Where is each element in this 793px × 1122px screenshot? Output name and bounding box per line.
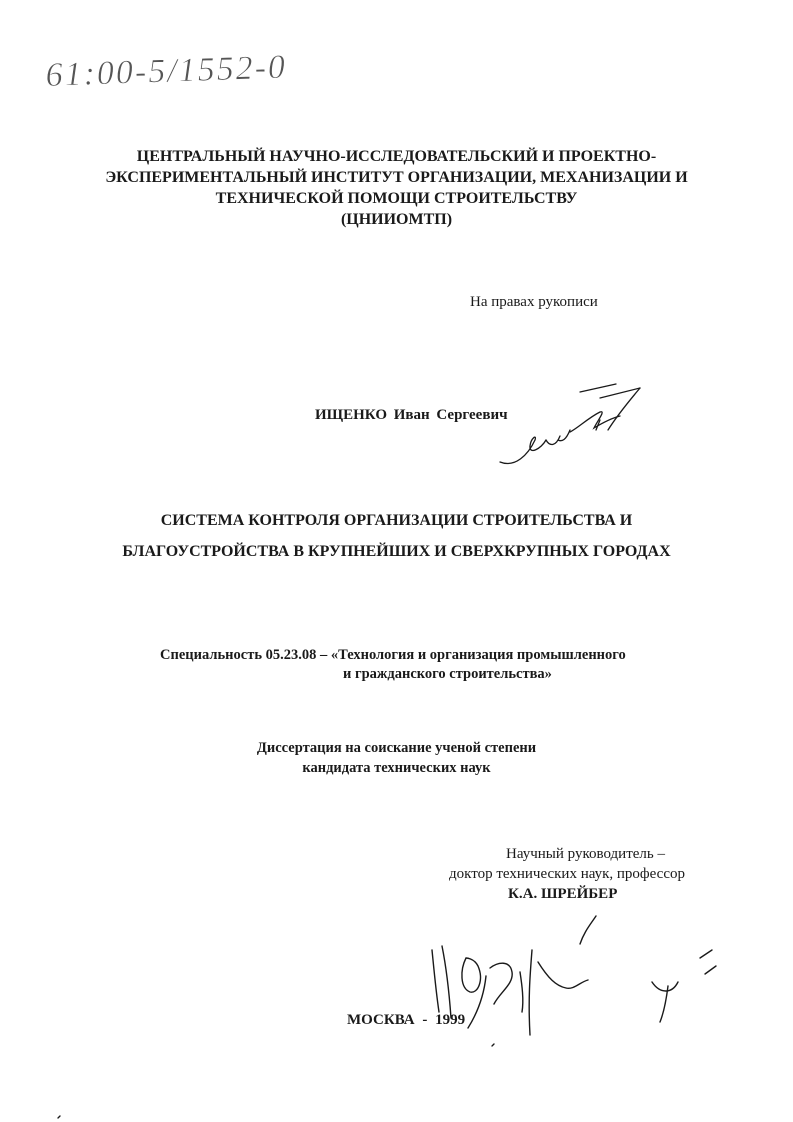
institute-line: ЭКСПЕРИМЕНТАЛЬНЫЙ ИНСТИТУТ ОРГАНИЗАЦИИ, МЕХАНИЗАЦИИ И bbox=[105, 169, 688, 186]
manuscript-rights-note: На правах рукописи bbox=[470, 294, 598, 310]
author-signature bbox=[500, 384, 640, 463]
thesis-title-line: БЛАГОУСТРОЙСТВА В КРУПНЕЙШИХ И СВЕРХКРУПНЫХ ГОРОДАХ bbox=[122, 543, 671, 560]
dissertation-line: Диссертация на соискание ученой степени bbox=[256, 740, 537, 756]
specialty-block bbox=[160, 646, 626, 684]
specialty-line: Специальность 05.23.08 – «Технология и организация промышленного bbox=[160, 647, 626, 663]
supervisor-degree: доктор технических наук, профессор bbox=[449, 866, 686, 882]
supervisor-name: К.А. ШРЕЙБЕР bbox=[508, 886, 618, 902]
specialty-line: и гражданского строительства» bbox=[343, 666, 552, 682]
institute-block bbox=[0, 146, 793, 230]
supervisor-role: Научный руководитель – bbox=[506, 846, 665, 862]
dissertation-block bbox=[0, 738, 793, 778]
thesis-title-line: СИСТЕМА КОНТРОЛЯ ОРГАНИЗАЦИИ СТРОИТЕЛЬСТВА И bbox=[160, 512, 633, 529]
author-name: ИЩЕНКО Иван Сергеевич bbox=[315, 407, 508, 423]
archive-stamp: 61:00-5/1552-0 bbox=[44, 48, 288, 94]
institute-abbreviation: (ЦНИИОМТП) bbox=[340, 211, 453, 228]
dissertation-line: кандидата технических наук bbox=[302, 760, 491, 776]
institute-line: ЦЕНТРАЛЬНЫЙ НАУЧНО-ИССЛЕДОВАТЕЛЬСКИЙ И ПРОЕКТНО- bbox=[136, 148, 657, 165]
institute-line: ТЕХНИЧЕСКОЙ ПОМОЩИ СТРОИТЕЛЬСТВУ bbox=[215, 190, 578, 207]
place-and-year: МОСКВА - 1999 bbox=[347, 1012, 466, 1028]
